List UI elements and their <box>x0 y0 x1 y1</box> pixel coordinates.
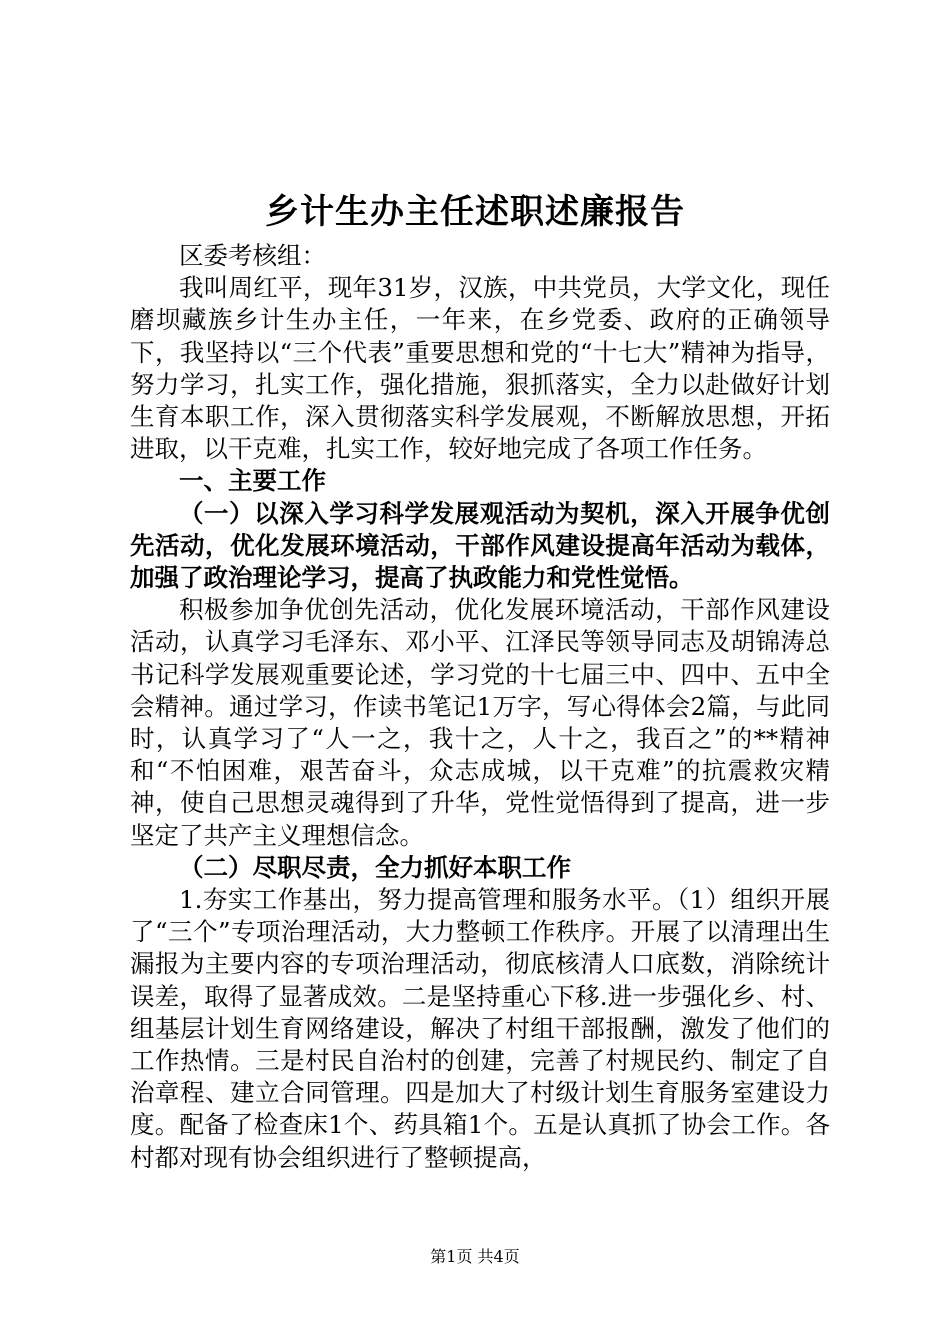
page-number: 第1页 共4页 <box>430 1247 520 1266</box>
section-heading: （二）尽职尽责，全力抓好本职工作 <box>179 852 571 882</box>
document-body <box>130 240 830 1174</box>
section-heading: 一、主要工作 <box>179 466 326 496</box>
body-paragraph: 1.夯实工作基出，努力提高管理和服务水平。（1）组织开展了“三个”专项治理活动，大力整顿工作秩序。开展了以清理出生漏报为主要内容的专项治理活动，彻底核清人口底数，消除统计误差，取得了显著成效。二是坚持重心下移.进一步强化乡、村、组基层计划生育网络建设，解决了村组干部报酬，激发了他们的工作热情。三是村民自治村的创建，完善了村规民约、制定了自治章程、建立合同管理。四是加大了村级计划生育服务室建设力度。配备了检查床1个、药具箱1个。五是认真抓了协会工作。各村都对现有协会组织进行了整顿提高， <box>130 885 830 1172</box>
body-paragraph: 区委考核组： <box>179 241 326 270</box>
body-paragraph: 积极参加争优创先活动，优化发展环境活动，干部作风建设活动，认真学习毛泽东、邓小平、江泽民等领导同志及胡锦涛总书记科学发展观重要论述，学习党的十七届三中、四中、五中全会精神。通过学习，作读书笔记1万字，写心得体会2篇，与此同时，认真学习了“人一之，我十之，人十之，我百之”的**精神和“不怕困难，艰苦奋斗，众志成城，以干克难”的抗震救灾精神，使自己思想灵魂得到了升华，党性觉悟得到了提高，进一步坚定了共产主义理想信念。 <box>130 595 830 850</box>
document-title: 乡计生办主任述职述廉报告 <box>265 192 685 232</box>
section-heading: （一）以深入学习科学发展观活动为契机，深入开展争优创先活动，优化发展环境活动，干部作风建设提高年活动为载体，加强了政治理论学习，提高了执政能力和党性觉悟。 <box>130 498 830 593</box>
body-paragraph: 我叫周红平，现年31岁，汉族，中共党员，大学文化，现任磨坝藏族乡计生办主任，一年来，在乡党委、政府的正确领导下，我坚持以“三个代表”重要思想和党的“十七大”精神为指导，努力学习，扎实工作，强化措施，狠抓落实，全力以赴做好计划生育本职工作，深入贯彻落实科学发展观，不断解放思想，开拓进取，以干克难，扎实工作，较好地完成了各项工作任务。 <box>130 273 830 464</box>
